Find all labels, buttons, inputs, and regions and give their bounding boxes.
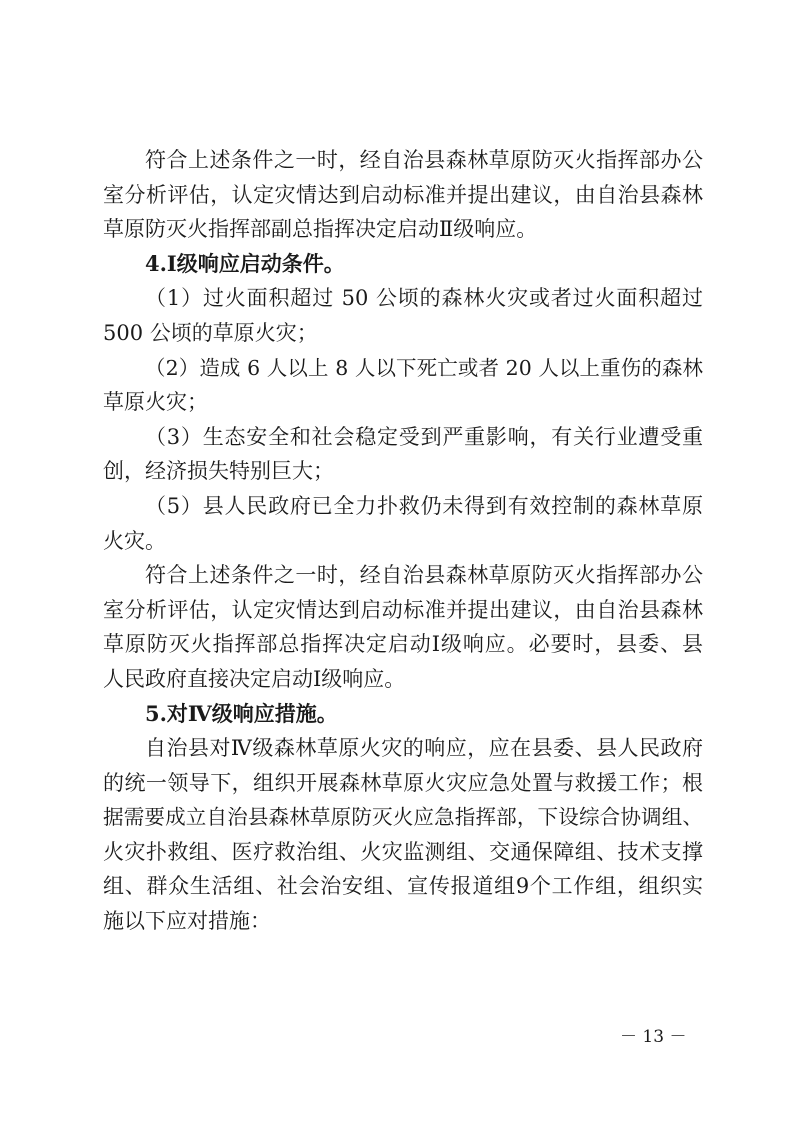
text-line: （1）过火面积超过 50 公顷的森林火灾或者过火面积超过 — [145, 286, 703, 311]
text-line: 室分析评估，认定灾情达到启动标准并提出建议，由自治县森林 — [103, 182, 703, 207]
text-line: 500 公顷的草原火灾； — [103, 320, 318, 345]
text-line: 草原防灭火指挥部副总指挥决定启动Ⅱ级响应。 — [103, 217, 538, 242]
text-line: 火灾。 — [103, 528, 166, 553]
text-line: 草原防灭火指挥部总指挥决定启动Ⅰ级响应。必要时，县委、县 — [103, 632, 703, 657]
text-line: 室分析评估，认定灾情达到启动标准并提出建议，由自治县森林 — [103, 597, 703, 622]
text-line: 创，经济损失特别巨大； — [103, 459, 334, 484]
text-line: 符合上述条件之一时，经自治县森林草原防灭火指挥部办公 — [145, 148, 703, 172]
text-line: 草原火灾； — [103, 390, 208, 415]
text-line: （2）造成 6 人以上 8 人以下死亡或者 20 人以上重伤的森林 — [145, 355, 703, 380]
body-text — [103, 143, 703, 939]
text-line: 组、群众生活组、社会治安组、宣传报道组9个工作组，组织实 — [103, 874, 703, 899]
text-line: 火灾扑救组、医疗救治组、火灾监测组、交通保障组、技术支撑 — [103, 839, 703, 864]
text-line: 符合上述条件之一时，经自治县森林草原防灭火指挥部办公 — [145, 563, 703, 588]
text-line: （3）生态安全和社会稳定受到严重影响，有关行业遭受重 — [145, 424, 703, 449]
page-number: － 13 － — [620, 1027, 687, 1047]
section-heading: 5.对Ⅳ级响应措施。 — [145, 700, 338, 726]
text-line: 的统一领导下，组织开展森林草原火灾应急处置与救援工作；根 — [103, 770, 703, 795]
text-line: 自治县对Ⅳ级森林草原火灾的响应，应在县委、县人民政府 — [145, 736, 703, 761]
section-heading: 4.Ⅰ级响应启动条件。 — [145, 250, 345, 276]
text-line: 人民政府直接决定启动Ⅰ级响应。 — [103, 666, 406, 691]
text-line: （5）县人民政府已全力扑救仍未得到有效控制的森林草原 — [145, 493, 703, 518]
text-line: 据需要成立自治县森林草原防灭火应急指挥部，下设综合协调组、 — [103, 805, 703, 830]
text-line: 施以下应对措施： — [103, 909, 271, 934]
